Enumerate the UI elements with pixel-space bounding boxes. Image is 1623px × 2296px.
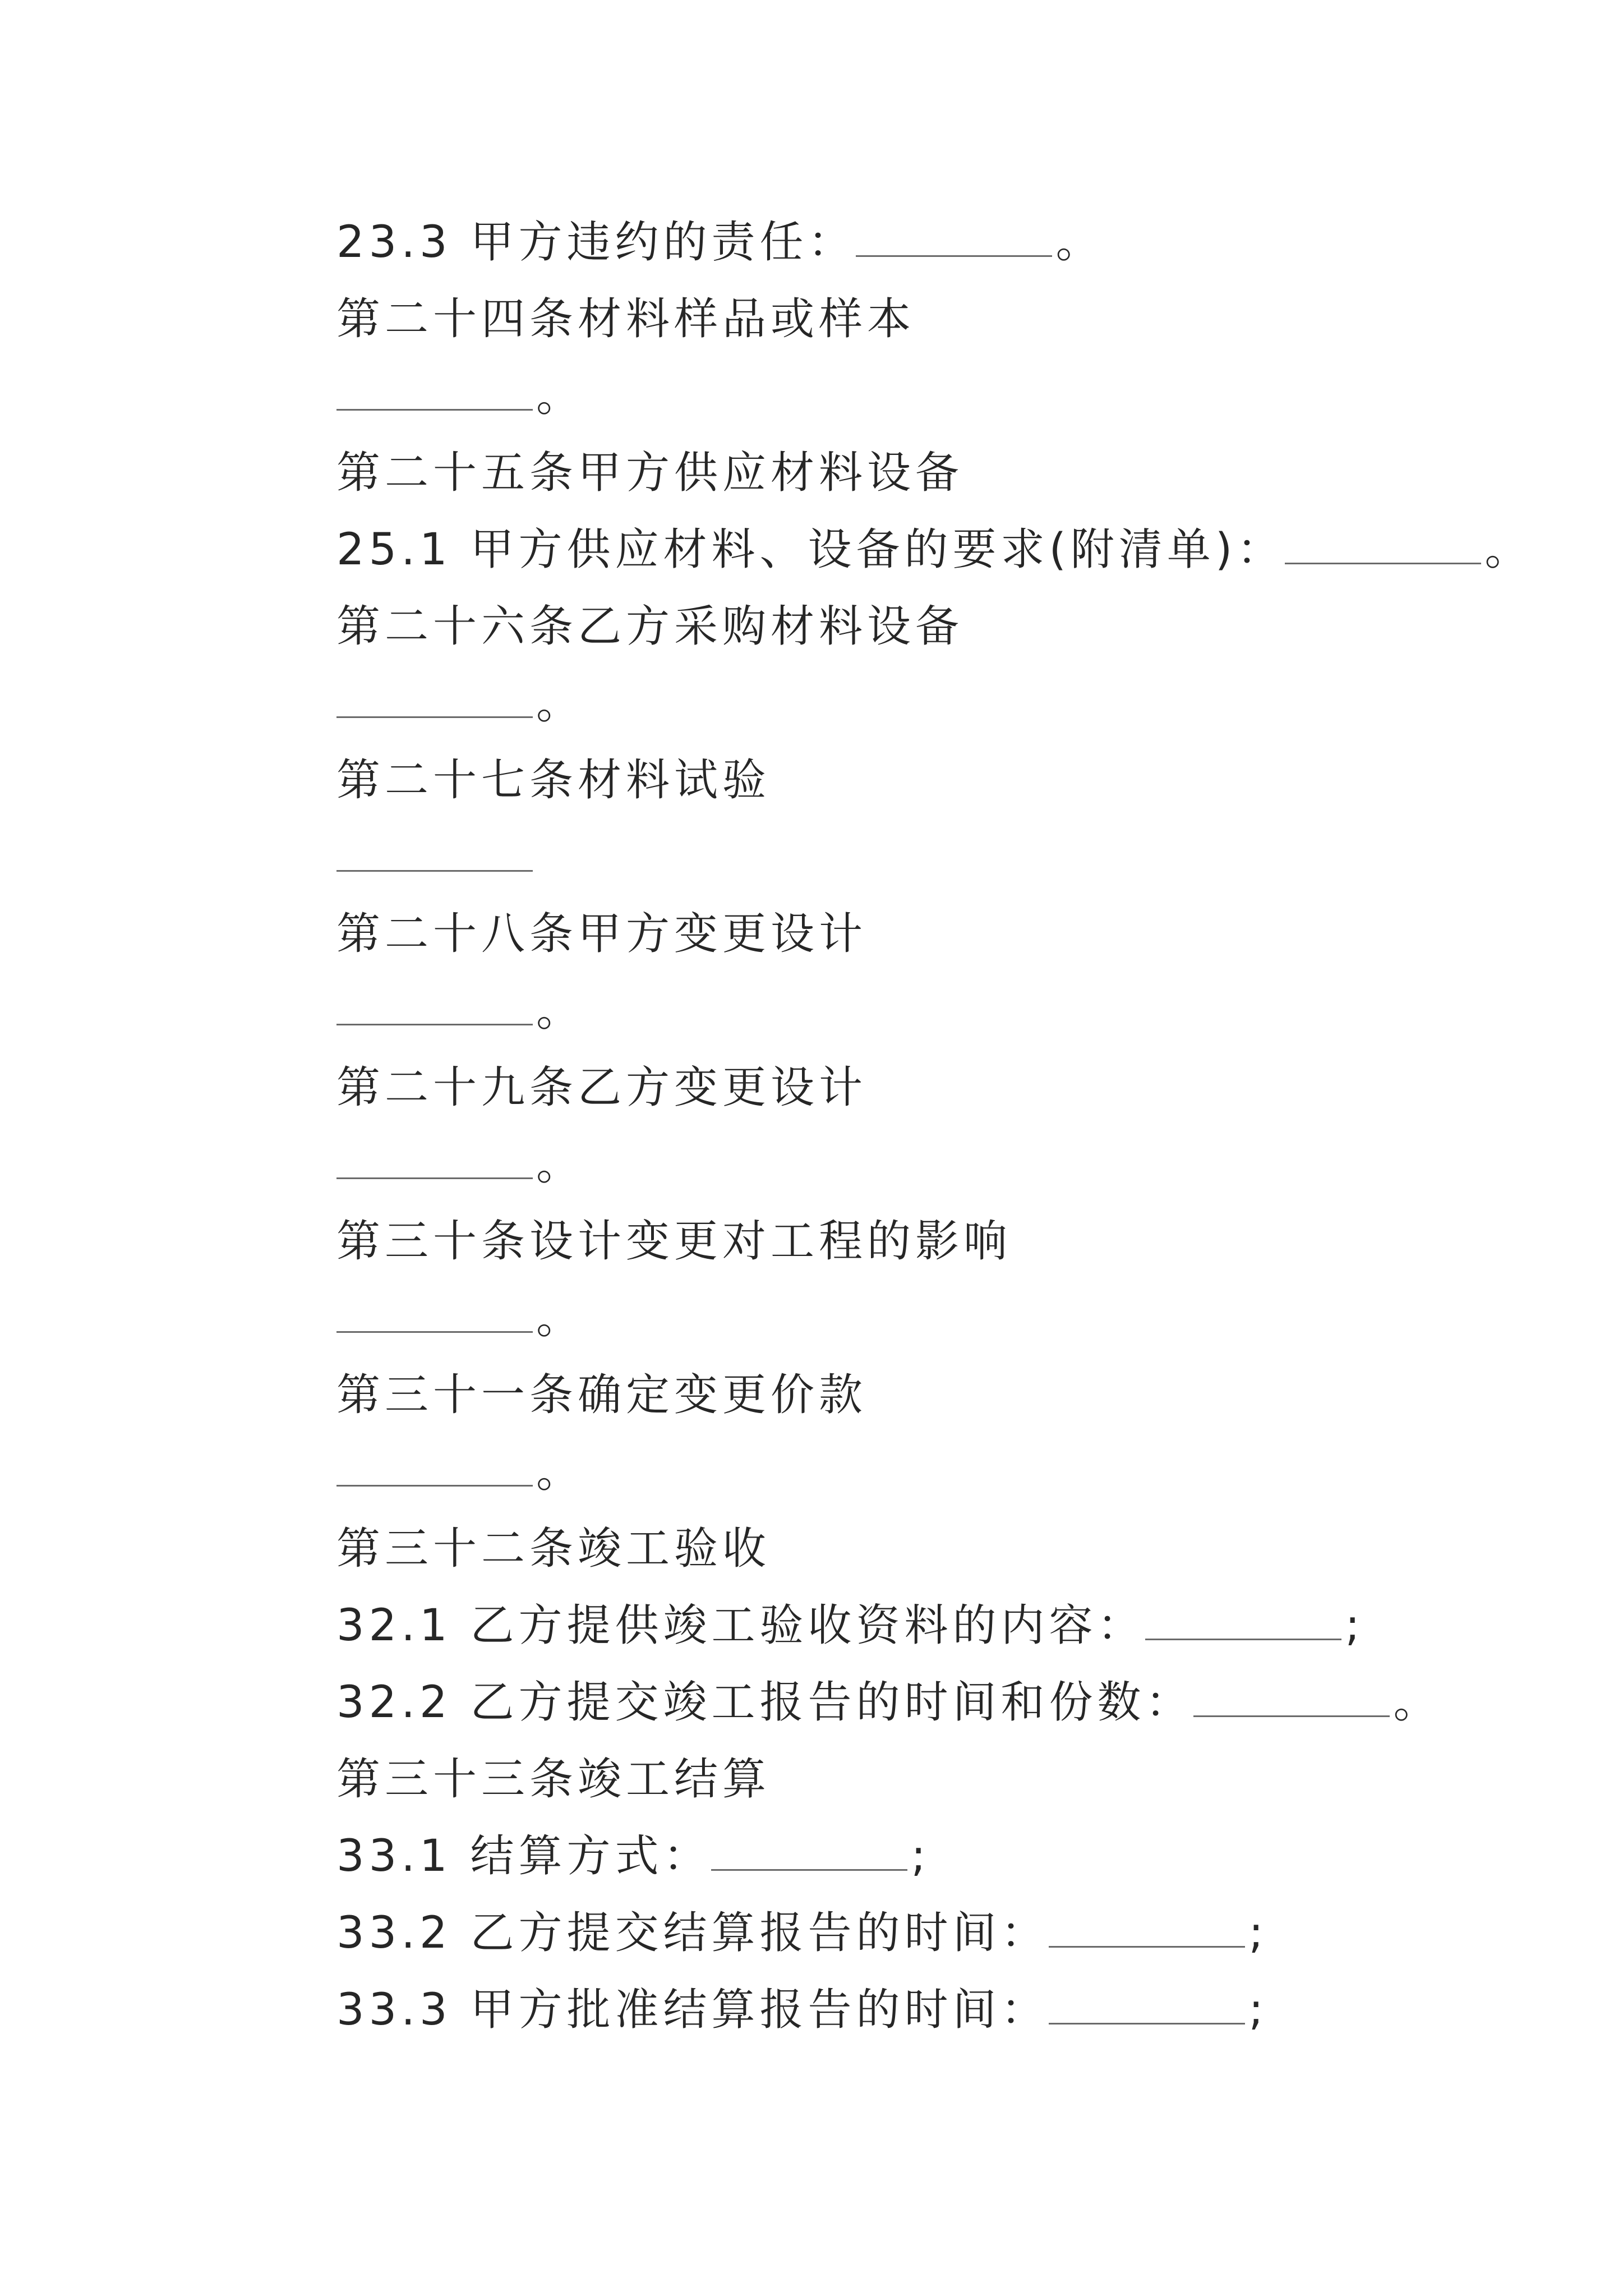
clause-25-1: 25.1 甲方供应材料、设备的要求(附清单)： 。: [336, 524, 1533, 575]
clause-33-1: 33.1 结算方式： ;: [336, 1831, 930, 1881]
fill-blank: [1145, 1639, 1341, 1640]
article-31-heading: 第三十一条确定变更价款: [336, 1370, 868, 1420]
clause-33-2: 33.2 乙方提交结算报告的时间： ;: [336, 1908, 1268, 1958]
article-27-body: [336, 821, 536, 894]
article-29-heading: 第二十九条乙方变更设计: [336, 1062, 868, 1113]
fill-blank: [1049, 2023, 1245, 2024]
clause-32-2: 32.2 乙方提交竣工报告的时间和份数： 。: [336, 1677, 1442, 1728]
fill-blank: [856, 255, 1052, 257]
fill-blank: [336, 409, 533, 411]
article-24-heading: 第二十四条材料样品或样本: [336, 294, 916, 344]
fill-blank: [1285, 563, 1481, 564]
fill-blank: [336, 1485, 533, 1487]
article-25-heading: 第二十五条甲方供应材料设备: [336, 448, 964, 498]
document-page: [336, 0, 1570, 2296]
article-27-heading: 第二十七条材料试验: [336, 755, 771, 806]
fill-blank: [1049, 1946, 1245, 1948]
clause-32-1: 32.1 乙方提供竣工验收资料的内容： ;: [336, 1600, 1364, 1651]
fill-blank: [1193, 1715, 1390, 1717]
article-30-body: 。: [336, 1282, 584, 1355]
article-31-body: 。: [336, 1435, 584, 1508]
article-33-heading: 第三十三条竣工结算: [336, 1754, 771, 1805]
article-26-body: 。: [336, 667, 584, 740]
article-32-heading: 第三十二条竣工验收: [336, 1524, 771, 1574]
fill-blank: [336, 1024, 533, 1025]
article-29-body: 。: [336, 1128, 584, 1201]
article-30-heading: 第三十条设计变更对工程的影响: [336, 1216, 1012, 1267]
article-28-body: 。: [336, 974, 584, 1047]
fill-blank: [711, 1869, 907, 1871]
article-26-heading: 第二十六条乙方采购材料设备: [336, 601, 964, 652]
fill-blank: [336, 1177, 533, 1179]
article-28-heading: 第二十八条甲方变更设计: [336, 909, 868, 959]
fill-blank: [336, 716, 533, 718]
fill-blank: [336, 1331, 533, 1333]
clause-23-3: 23.3 甲方违约的责任： 。: [336, 217, 1104, 268]
clause-33-3: 33.3 甲方批准结算报告的时间： ;: [336, 1985, 1268, 2035]
fill-blank: [336, 870, 533, 872]
article-24-body: 。: [336, 360, 584, 432]
